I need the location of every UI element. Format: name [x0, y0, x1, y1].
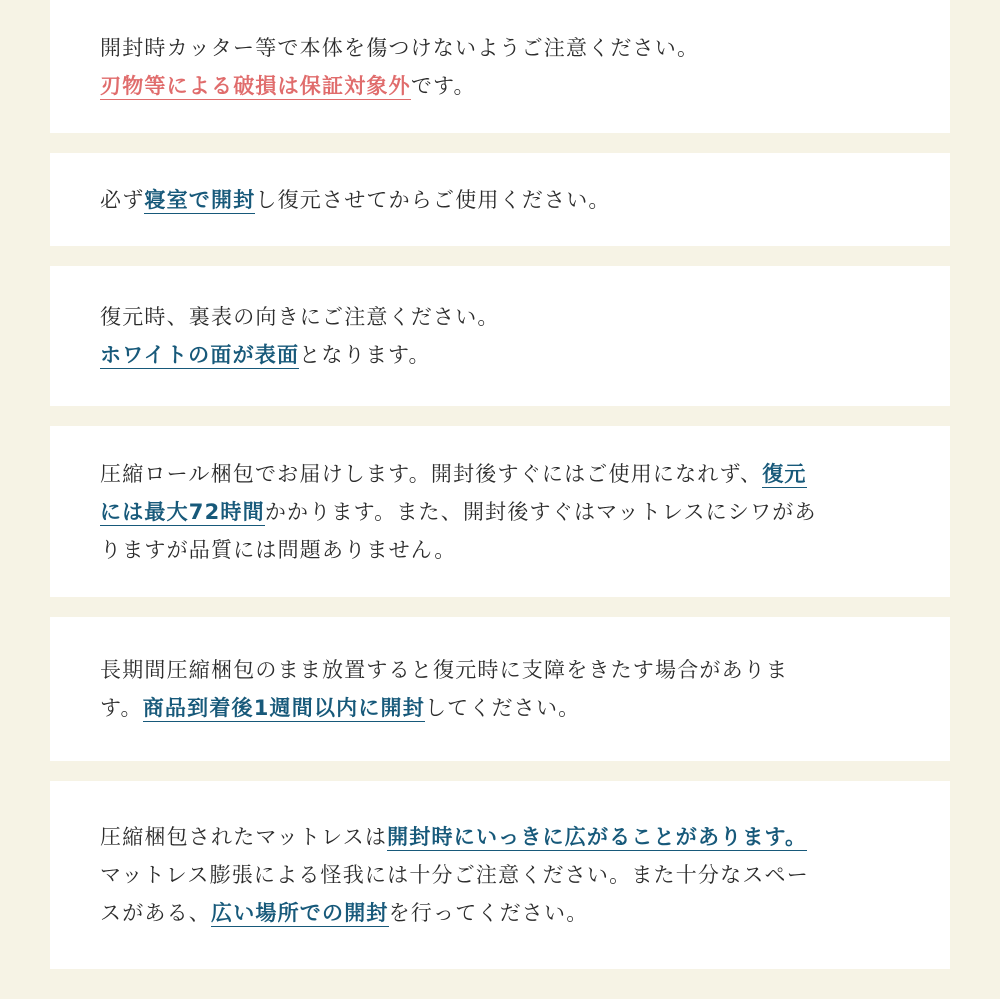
notice-text: かかります。また、開封後すぐはマットレスにシワがあ — [264, 499, 817, 524]
notice-text: 長期間圧縮梱包のまま放置すると復元時に支障をきたす場合がありま — [100, 658, 789, 682]
notice-text: となります。 — [299, 343, 431, 367]
notice-text: 圧縮梱包されたマットレスは — [100, 825, 388, 849]
notice-text: マットレス膨張による怪我には十分ご注意ください。また十分なスペー — [100, 863, 809, 887]
notice-line — [100, 894, 900, 932]
notice-card-4 — [50, 426, 950, 597]
notice-line — [100, 818, 900, 856]
notice-line — [100, 689, 900, 727]
notice-text: 必ず — [100, 187, 145, 212]
notice-text: スがある、 — [100, 901, 211, 925]
key-highlight: ホワイトの面が表面 — [100, 343, 300, 367]
notice-text: し復元させてからご使用ください。 — [255, 187, 611, 212]
notice-line — [100, 531, 900, 569]
key-highlight: 復元 — [762, 461, 807, 486]
notice-line — [100, 298, 900, 336]
key-highlight: 広い場所での開封 — [211, 901, 389, 925]
notice-text: す。 — [100, 696, 143, 720]
key-highlight: 商品到着後1週間以内に開封 — [142, 696, 425, 720]
notice-text: 復元時、裏表の向きにご注意ください。 — [100, 305, 500, 329]
warning-highlight: 刃物等による破損は保証対象外 — [100, 73, 411, 98]
key-highlight: 開封時にいっきに広がることがあります。 — [387, 825, 808, 849]
notice-line — [100, 67, 900, 105]
notice-text: 開封時カッター等で本体を傷つけないようご注意ください。 — [100, 35, 700, 60]
notice-card-5 — [50, 617, 950, 761]
notice-line — [100, 181, 900, 219]
notice-line — [100, 336, 900, 374]
notice-text: を行ってください。 — [388, 901, 589, 925]
notice-card-2 — [50, 153, 950, 246]
notice-line — [100, 493, 900, 531]
notice-text: りますが品質には問題ありません。 — [100, 537, 457, 562]
key-highlight: には最大72時間 — [100, 499, 265, 524]
notice-text: してください。 — [424, 696, 581, 720]
notice-line — [100, 856, 900, 894]
notice-line — [100, 455, 900, 493]
key-highlight: 寝室で開封 — [144, 187, 256, 212]
notice-line — [100, 29, 900, 67]
notice-text: です。 — [410, 73, 476, 98]
notice-text: 圧縮ロール梱包でお届けします。開封後すぐにはご使用になれず、 — [100, 461, 763, 486]
notice-card-3 — [50, 266, 950, 406]
notice-line — [100, 651, 900, 689]
notice-card-6 — [50, 781, 950, 969]
notice-card-1 — [50, 0, 950, 133]
